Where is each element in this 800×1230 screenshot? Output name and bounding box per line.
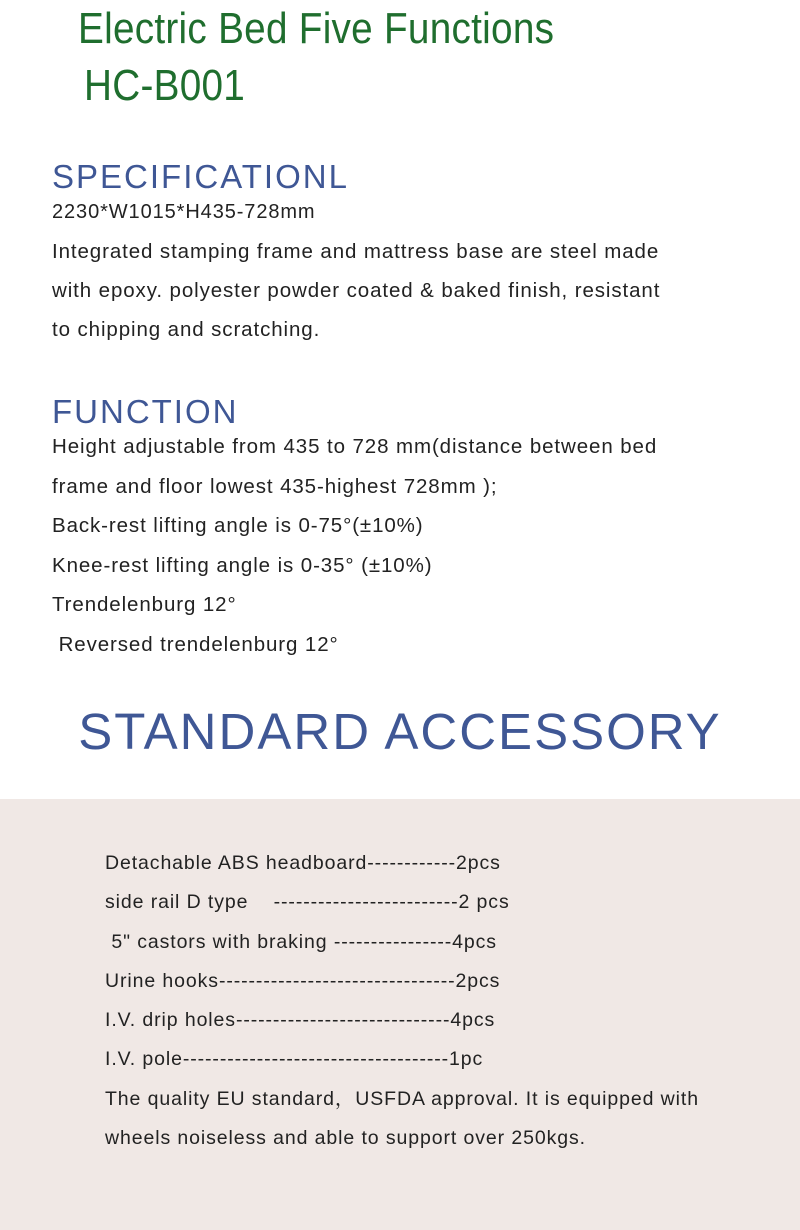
product-title: Electric Bed Five Functions	[78, 4, 555, 53]
function-line: Knee-rest lifting angle is 0-35° (±10%)	[52, 553, 433, 577]
function-line: frame and floor lowest 435-highest 728mm );	[52, 474, 498, 498]
specification-dimensions	[52, 200, 792, 225]
specification-heading: SPECIFICATIONL	[52, 158, 349, 195]
accessory-list	[105, 844, 785, 1158]
specification-description	[52, 232, 792, 349]
accessory-item: 5" castors with braking ----------------4pcs	[105, 930, 497, 953]
accessory-item: Detachable ABS headboard------------2pcs	[105, 852, 501, 874]
accessory-panel	[0, 799, 800, 1230]
description-line: to chipping and scratching.	[52, 318, 321, 341]
function-list	[52, 427, 792, 664]
function-line: Back-rest lifting angle is 0-75°(±10%)	[52, 514, 424, 537]
function-line: Trendelenburg 12°	[52, 593, 237, 616]
accessory-item: I.V. pole------------------------------------1pc	[105, 1048, 484, 1071]
dimensions-text: 2230*W1015*H435-728mm	[52, 201, 316, 223]
description-line: Integrated stamping frame and mattress base are steel made	[52, 240, 660, 263]
function-heading: FUNCTION	[52, 393, 239, 430]
accessory-note: The quality EU standard，USFDA approval. It is equipped with	[105, 1087, 699, 1110]
accessory-item: Urine hooks--------------------------------2pcs	[105, 969, 501, 992]
accessory-note: wheels noiseless and able to support over 250kgs.	[105, 1127, 586, 1150]
product-model: HC-B001	[84, 61, 246, 110]
accessory-item: I.V. drip holes-----------------------------4pcs	[105, 1009, 496, 1032]
function-line: Height adjustable from 435 to 728 mm(distance between bed	[52, 435, 658, 458]
accessory-item: side rail D type -------------------------2 pcs	[105, 891, 510, 914]
description-line: with epoxy. polyester powder coated & baked finish, resistant	[52, 279, 661, 302]
standard-accessory-heading: STANDARD ACCESSORY	[78, 703, 722, 760]
function-line: Reversed trendelenburg 12°	[52, 632, 339, 656]
